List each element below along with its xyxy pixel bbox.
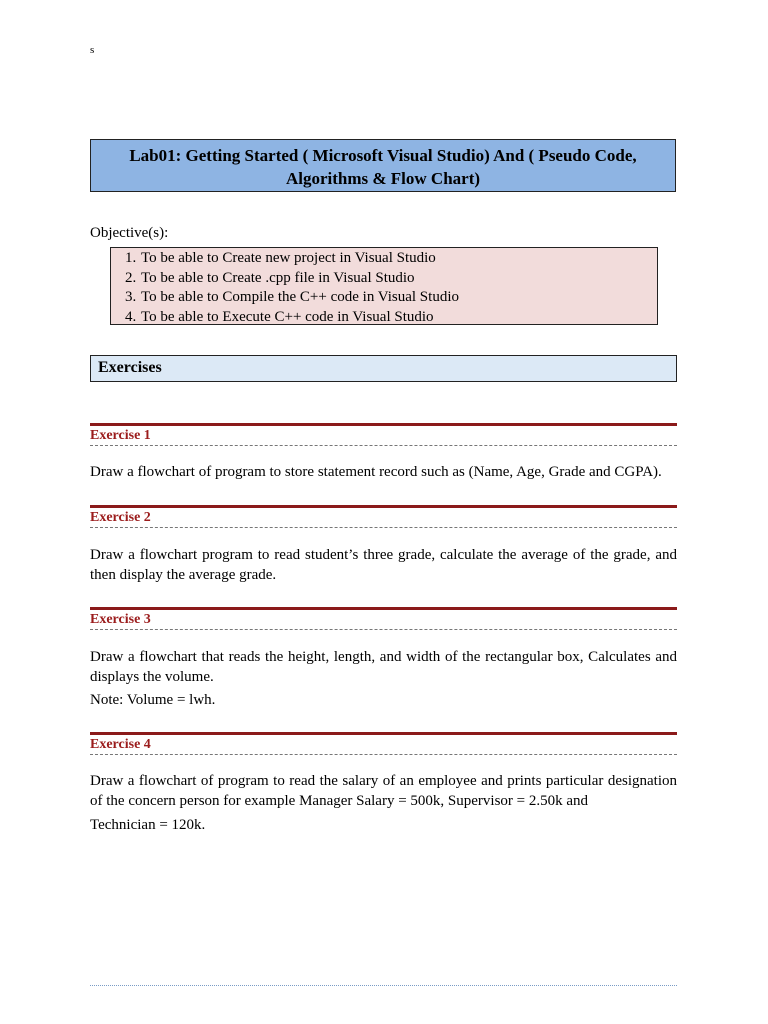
exercise-3-header bbox=[90, 607, 677, 630]
objective-item: 1. To be able to Create new project in Visual Studio bbox=[140, 249, 657, 269]
objective-item: 2. To be able to Create .cpp file in Visual Studio bbox=[140, 269, 657, 289]
lab-title-line-1: Lab01: Getting Started ( Microsoft Visual Studio) And ( Pseudo Code, bbox=[129, 146, 637, 165]
exercise-2-header bbox=[90, 505, 677, 528]
exercise-2-text: Draw a flowchart program to read student’s three grade, calculate the average of the grade, and then display the average grade. bbox=[90, 547, 677, 583]
objectives-list bbox=[111, 249, 657, 327]
exercise-1-title: Exercise 1 bbox=[90, 428, 151, 443]
header-mark: s bbox=[90, 44, 95, 56]
exercise-4-note: Technician = 120k. bbox=[90, 817, 206, 833]
objectives-box bbox=[110, 247, 658, 325]
exercise-4-title: Exercise 4 bbox=[90, 737, 151, 752]
exercise-4-header bbox=[90, 732, 677, 755]
exercise-2-title: Exercise 2 bbox=[90, 510, 151, 525]
exercise-3-title: Exercise 3 bbox=[90, 612, 151, 627]
exercise-1-header bbox=[90, 423, 677, 446]
footer-rule bbox=[90, 985, 677, 986]
objectives-label: Objective(s): bbox=[90, 225, 169, 241]
lab-title-box bbox=[90, 139, 676, 192]
exercise-1-text: Draw a flowchart of program to store statement record such as (Name, Age, Grade and CGPA). bbox=[90, 464, 662, 480]
objective-item: 4. To be able to Execute C++ code in Visual Studio bbox=[140, 308, 657, 328]
objective-item: 3. To be able to Compile the C++ code in Visual Studio bbox=[140, 288, 657, 308]
exercise-4-text: Draw a flowchart of program to read the salary of an employee and prints particular designation of the concern person for example Manager Salary = 500k, Supervisor = 2.50k and bbox=[90, 773, 677, 809]
exercise-3-text: Draw a flowchart that reads the height, length, and width of the rectangular box, Calculates and displays the volume. bbox=[90, 649, 677, 685]
lab-title-line-2: Algorithms & Flow Chart) bbox=[285, 169, 481, 188]
exercises-heading: Exercises bbox=[90, 355, 677, 382]
exercise-3-note: Note: Volume = lwh. bbox=[90, 692, 216, 708]
